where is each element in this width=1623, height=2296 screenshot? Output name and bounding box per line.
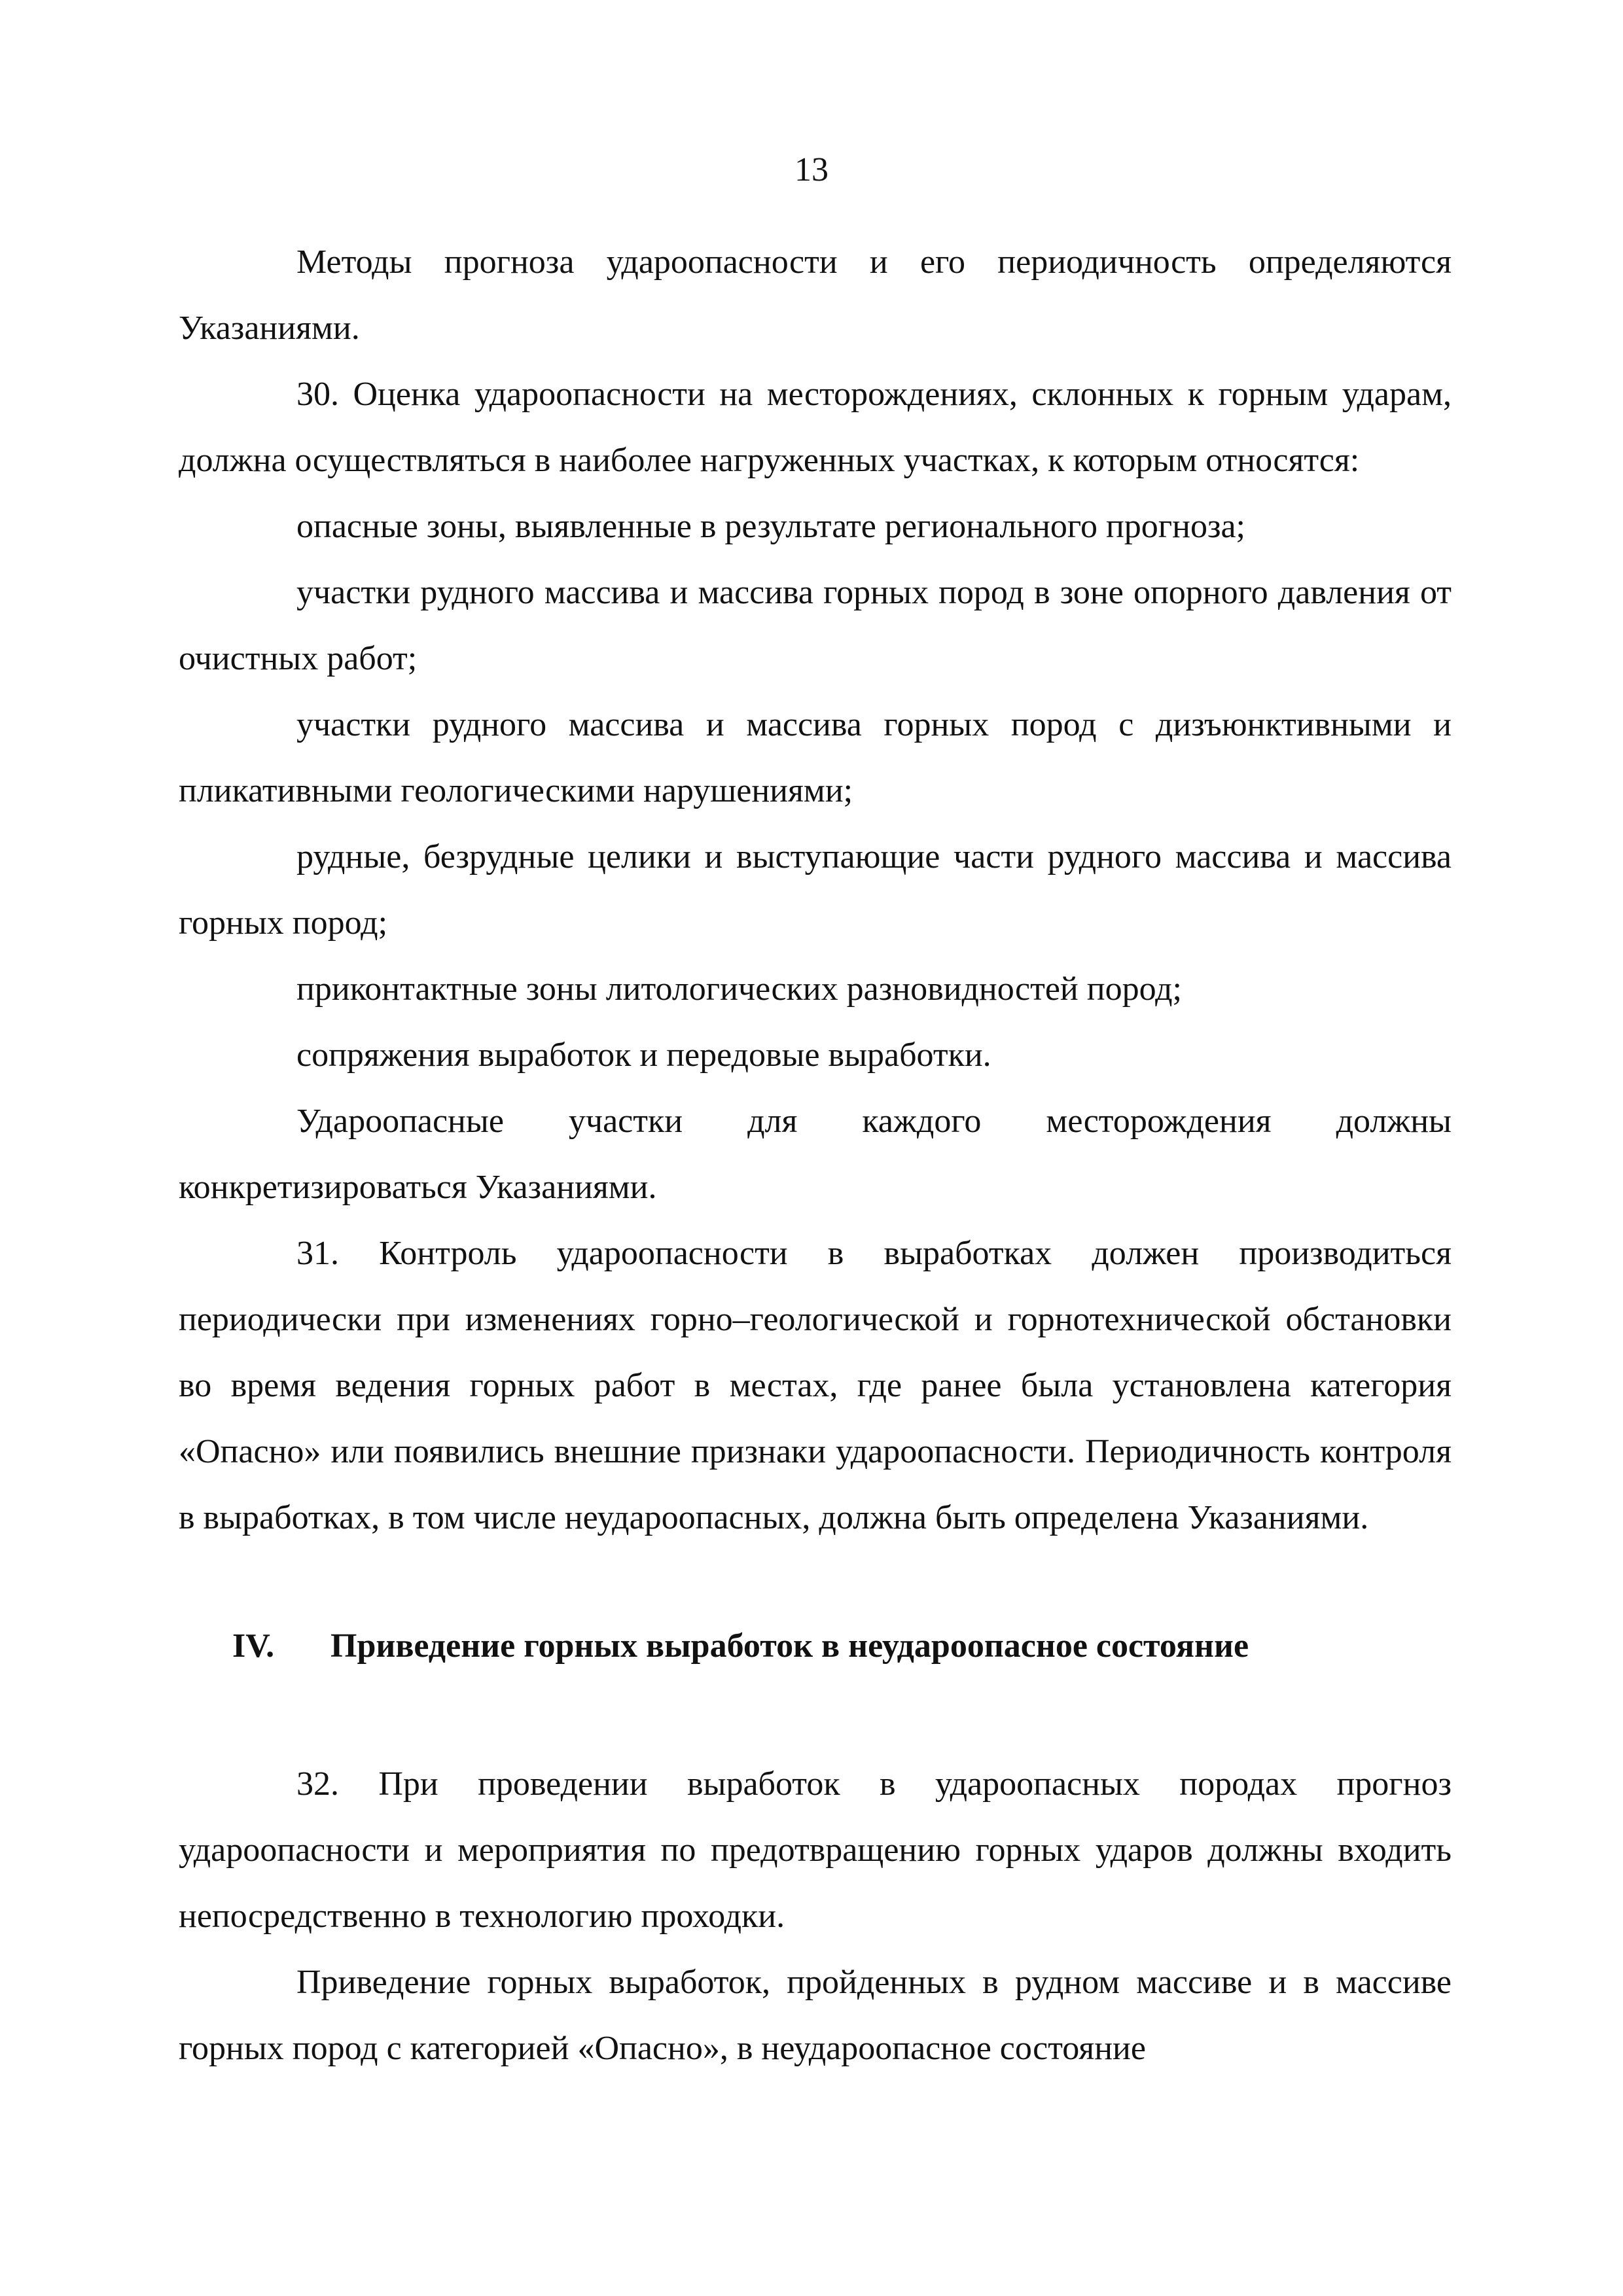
paragraph-item-31: 31. Контроль удароопасности в выработках должен производиться периодически при изменениях горно–геологической и горнотехнической обстановки во время ведения горных работ в местах, где ранее была установлена категория «Опасно» или появились внешние признаки удароопасности. Периодичность контроля в выработках, в том числе неудароопасных, должна быть определена Указаниями. <box>179 1235 1452 1536</box>
paragraph: Удароопасные участки для каждого месторождения должны конкретизироваться Указаниями. <box>179 1103 1452 1206</box>
section-heading <box>179 1613 1452 1679</box>
list-item: приконтактные зоны литологических разновидностей пород; <box>296 970 1182 1008</box>
list-item: рудные, безрудные целики и выступающие части рудного массива и массива горных пород; <box>179 838 1452 942</box>
paragraph: Приведение горных выработок, пройденных в рудном массиве и в массиве горных пород с категорией «Опасно», в неудароопасное состояние <box>179 1964 1452 2067</box>
list-item: участки рудного массива и массива горных пород с дизъюнктивными и пликативными геологическими нарушениями; <box>179 706 1452 809</box>
section-number: IV. <box>232 1627 275 1665</box>
paragraph: Методы прогноза удароопасности и его периодичность определяются Указаниями. <box>179 243 1452 347</box>
paragraph-item-30: 30. Оценка удароопасности на месторождениях, склонных к горным ударам, должна осуществляться в наиболее нагруженных участках, к которым относятся: <box>179 376 1452 479</box>
document-body <box>179 229 1452 2081</box>
section-title: Приведение горных выработок в неудароопасное состояние <box>330 1627 1249 1665</box>
list-item: участки рудного массива и массива горных пород в зоне опорного давления от очистных работ; <box>179 574 1452 677</box>
page-number: 13 <box>794 151 829 188</box>
list-item: опасные зоны, выявленные в результате регионального прогноза; <box>296 508 1246 545</box>
paragraph-item-32: 32. При проведении выработок в удароопасных породах прогноз удароопасности и мероприятия по предотвращению горных ударов должны входить непосредственно в технологию проходки. <box>179 1765 1452 1935</box>
list-item: сопряжения выработок и передовые выработки. <box>296 1036 991 1074</box>
